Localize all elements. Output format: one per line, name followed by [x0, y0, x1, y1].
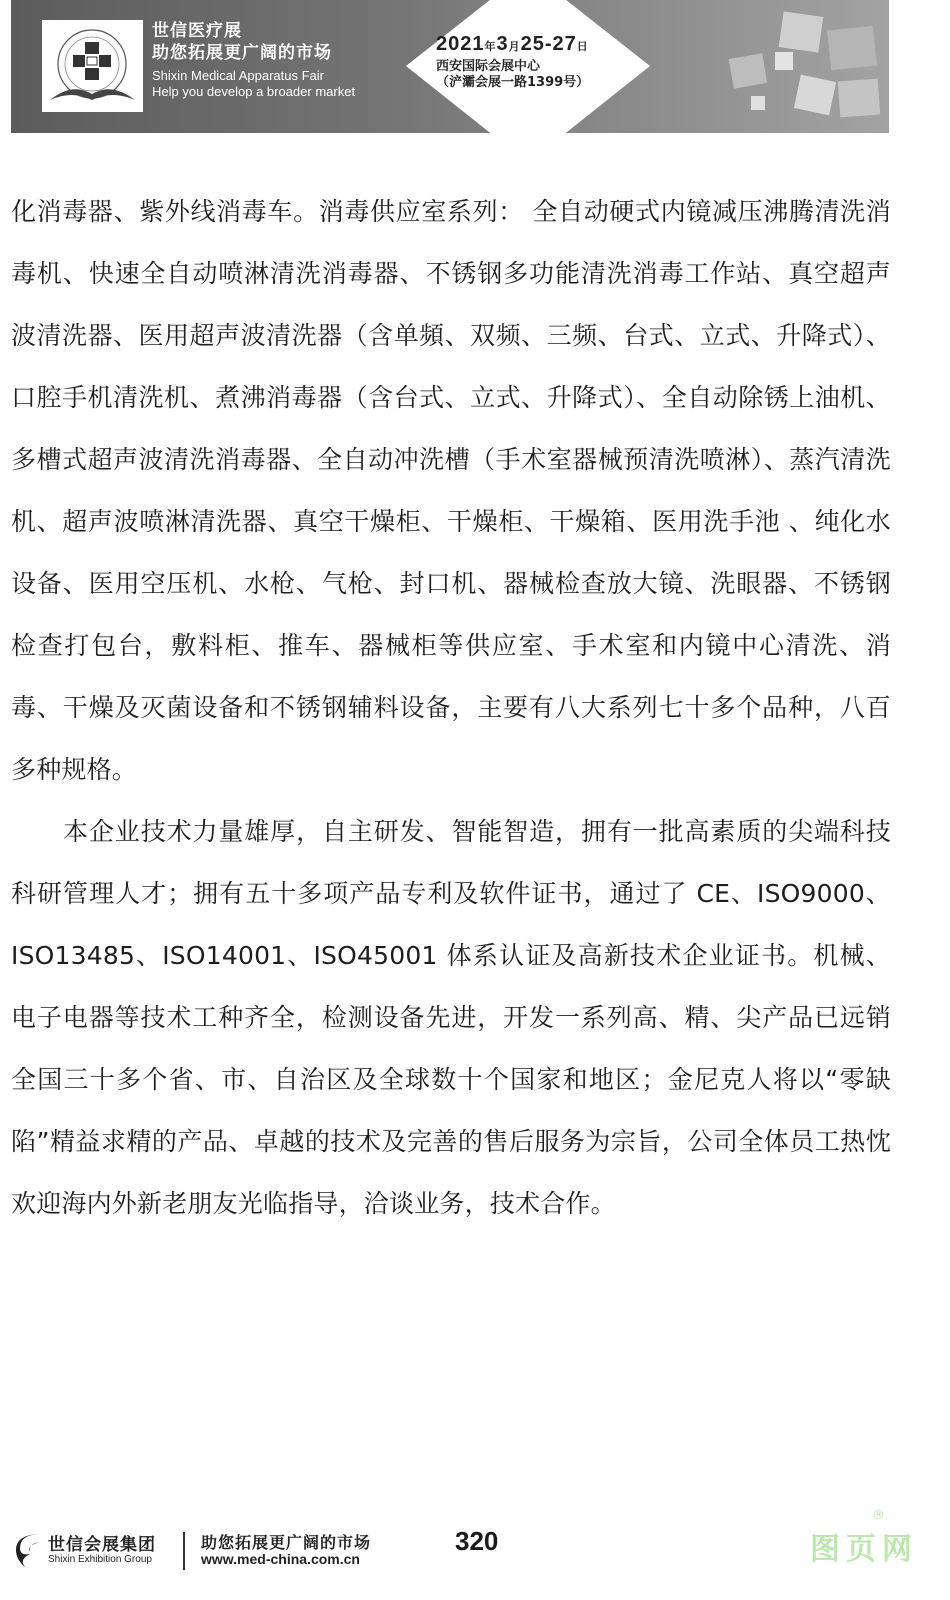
paragraph-company-strength: 本企业技术力量雄厚，自主研发、智能智造，拥有一批高素质的尖端科技科研管理人才；拥有五十多项产品专利及软件证书，通过了 CE、ISO9000、ISO13485、ISO14001、ISO45001 体系认证及高新技术企业证书。机械、电子电器等技术工种齐全，检测设备先进，开发一系列高、精、尖产品已远销全国三十多个省、市、自治区及全球数十个国家和地区；金尼克人将以“零缺陷”精益求精的产品、卓越的技术及完善的售后服务为宗旨，公司全体员工热忱欢迎海内外新老朋友光临指导，洽谈业务，技术合作。: [11, 817, 891, 1218]
paragraph-product-list: 化消毒器、紫外线消毒车。消毒供应室系列： 全自动硬式内镜减压沸腾清洗消毒机、快速全自动喷淋清洗消毒器、不锈钢多功能清洗消毒工作站、真空超声波清洗器、医用超声波清洗器（含单頻、双频、三频、台式、立式、升降式）、口腔手机清洗机、煮沸消毒器（含台式、立式、升降式）、全自动除锈上油机、 多槽式超声波清洗消毒器、全自动冲洗槽（手术室器械预清洗喷淋）、蒸汽清洗机、超声波喷淋清洗器、真空干燥柜、干燥柜、干燥箱、医用洗手池 、纯化水设备、医用空压机、水枪、气枪、封口机、器械检查放大镜、洗眼器、不锈钢检查打包台，敷料柜、推车、器械柜等供应室、手术室和内镜中心清洗、消毒、干燥及灭菌设备和不锈钢辅料设备，主要有八大系列七十多个品种，八百多种规格。: [11, 197, 891, 784]
page-number: 320: [455, 1526, 499, 1556]
banner-subtitle-cn: 助您拓展更广阔的市场: [152, 43, 332, 63]
event-address: （浐灞会展一路1399号）: [436, 75, 590, 90]
article-body: [11, 181, 891, 1235]
footer-url: www.med-china.com.cn: [201, 1551, 360, 1567]
page-footer: [0, 1508, 950, 1600]
banner-subtitle-en: Help you develop a broader market: [152, 84, 356, 99]
group-name-en: Shixin Exhibition Group: [48, 1554, 152, 1565]
banner-title-cn: 世信医疗展: [152, 21, 242, 41]
group-logo-icon: [14, 1530, 44, 1570]
footer-slogan: 助您拓展更广阔的市场: [201, 1533, 372, 1552]
footer-divider: [183, 1532, 185, 1570]
event-info: [436, 32, 626, 91]
medical-equipment-collage: [711, 8, 889, 126]
watermark: 图页网: [810, 1532, 918, 1567]
header-banner: [11, 0, 889, 133]
event-venue: 西安国际会展中心: [436, 59, 541, 74]
group-name-cn: 世信会展集团: [48, 1535, 156, 1555]
banner-titles: [152, 20, 355, 100]
fair-logo: [42, 20, 143, 112]
event-date: 2021年3月25-27日: [436, 33, 589, 55]
watermark-registered-mark: ®: [872, 1508, 885, 1523]
banner-title-en: Shixin Medical Apparatus Fair: [152, 68, 324, 83]
